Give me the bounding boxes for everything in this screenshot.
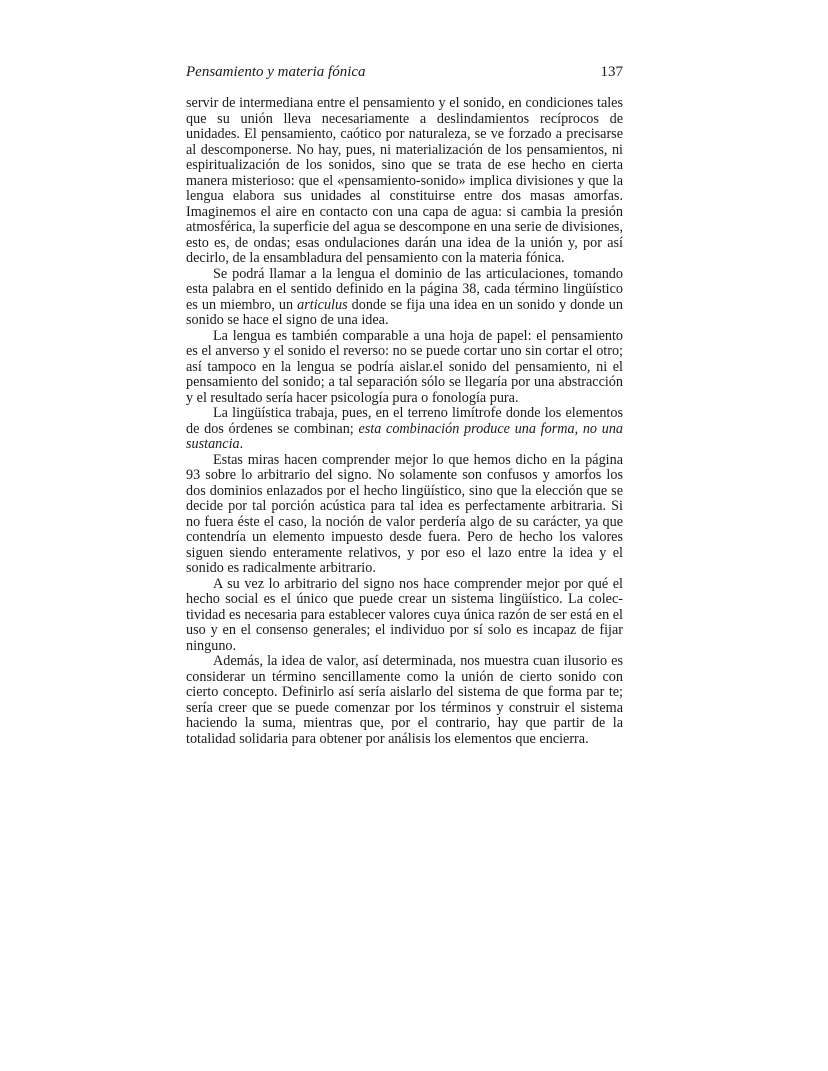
paragraph-text: A su vez lo arbitrario del signo nos hace comprender mejor por qué el hecho social es el único que puede crear un sistema lingüístico. La colectividad es necesaria para establecer valores cuya única razón de ser está en el uso y en el consenso generales; el individuo por sí solo es incapaz de fijar ninguno. [186, 575, 623, 654]
paragraph-text: Estas miras hacen comprender mejor lo que hemos dicho en la página 93 sobre lo arbitrario del signo. No solamente son confusos y amorfos los dos dominios enlazados por el hecho lingüístico, sino que la elección que se decide por tal porción acústica para tal idea es perfectamente arbitraria. Si no fuera éste el caso, la noción de valor perdería algo de su carácter, ya que contendría un elemento impuesto desde fuera. Pero de hecho los valores siguen siendo enteramente relativos, y por eso el lazo entre la idea y el sonido es radicalmente arbitrario. [186, 451, 623, 576]
paragraph-3 [186, 329, 623, 407]
paragraph-text: donde se fija una idea en un sonido y donde un sonido se hace el signo de una idea. [186, 296, 623, 328]
paragraph-2 [186, 267, 623, 329]
paragraph-text: La lingüística trabaja, pues, en el terreno limítrofe donde los elementos de dos órdenes se combinan; [186, 405, 623, 437]
paragraph-text: . [239, 436, 244, 452]
book-page [186, 62, 623, 747]
paragraph-text: Se podrá llamar a la lengua el dominio de las articulaciones, tomando esta palabra en el sentido definido en la página 38, cada término lingüístico es un miembro, un [186, 265, 623, 313]
italic-emphasis: esta combinación produce una forma, no una sustancia [186, 420, 624, 452]
paragraph-5 [186, 453, 623, 577]
page-number: 137 [600, 64, 623, 80]
paragraph-text: servir de intermediana entre el pensamiento y el sonido, en condiciones tales que su unión lleva necesariamente a deslindamientos recíprocos de unidades. El pensamiento, caótico por naturaleza, se ve forzado a precisarse al descomponerse. No hay, pues, ni materialización de los pensamientos, ni espiritualización de los sonidos, sino que se trata de ese hecho en cierta manera misterioso: que el «pensamiento-sonido» implica divisiones y que la lengua elabora sus unidades al constituirse entre dos masas amorfas. Imaginemos el aire en contacto con una capa de agua: si cambia la presión atmosférica, la superficie del agua se descompone en una serie de divisiones, esto es, de ondas; esas ondulaciones darán una idea de la unión y, por así decirlo, de la ensambladura del pensamiento con la materia fónica. [186, 95, 623, 266]
paragraph-4 [186, 406, 623, 453]
paragraph-6 [186, 577, 623, 655]
body-text [186, 96, 623, 747]
paragraph-text: Además, la idea de valor, así determinada, nos muestra cuan ilusorio es considerar un término sencillamente como la unión de cierto sonido con cierto concepto. Definirlo así sería aislarlo del sistema de que forma par te; sería creer que se puede comenzar por los términos y construir el sistema haciendo la suma, mientras que, por el contrario, hay que partir de la totalidad solidaria para obtener por análisis los elementos que encierra. [186, 653, 623, 747]
running-head [186, 62, 623, 82]
paragraph-7 [186, 654, 623, 747]
paragraph-text: La lengua es también comparable a una hoja de papel: el pensamiento es el anverso y el sonido el reverso: no se puede cortar uno sin cortar el otro; así tampoco en la lengua se podría aislar.el sonido del pensamiento, ni el pensamiento del sonido; a tal separación sólo se llegaría por una abstracción y el resultado sería hacer psicología pura o fonología pura. [186, 327, 623, 406]
italic-term-articulus: articulus [297, 296, 348, 313]
running-title: Pensamiento y materia fónica [186, 64, 366, 80]
paragraph-1 [186, 96, 623, 267]
